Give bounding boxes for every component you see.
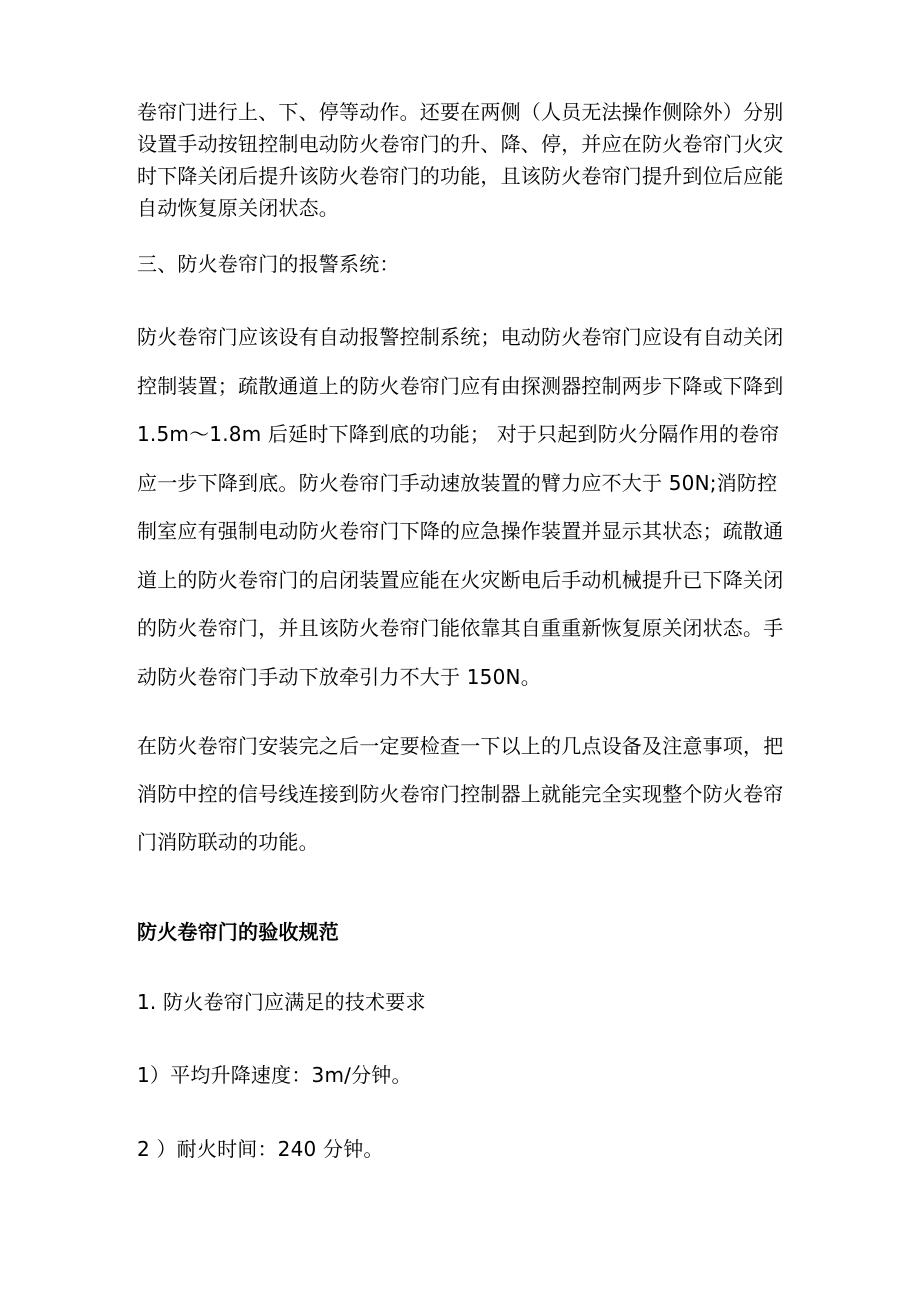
list-item-technical-requirements: 1. 防火卷帘门应满足的技术要求 <box>137 990 426 1014</box>
list-item-lifting-speed: 1）平均升降速度：3m∕分钟。 <box>137 1063 412 1087</box>
section-heading-alarm-system: 三、防火卷帘门的报警系统： <box>137 252 400 276</box>
acceptance-spec-title: 防火卷帘门的验收规范 <box>137 920 339 944</box>
paragraph-door-control: 卷帘门进行上、下、停等动作。还要在两侧（人员无法操作侧除外）分别设置手动按钮控制电动防火卷帘门的升、降、停，并应在防火卷帘门火灾时下降关闭后提升该防火卷帘门的功能，且该防火卷帘门提升到位后应能自动恢复原关闭状态。 <box>137 100 784 220</box>
paragraph-installation-check: 在防火卷帘门安装完之后一定要检查一下以上的几点设备及注意事项，把消防中控的信号线连接到防火卷帘门控制器上就能完全实现整个防火卷帘门消防联动的功能。 <box>137 734 784 854</box>
paragraph-alarm-system: 防火卷帘门应该设有自动报警控制系统；电动防火卷帘门应设有自动关闭控制装置；疏散通道上的防火卷帘门应有由探测器控制两步下降或下降到 1.5m～1.8m 后延时下降到底的功能； 对于只起到防火分隔作用的卷帘应一步下降到底。防火卷帘门手动速放装置的臂力应不大于 50N;消防控制室应有强制电动防火卷帘门下降的应急操作装置并显示其状态；疏散通道上的防火卷帘门的启闭装置应能在火灾断电后手动机械提升已下降关闭的防火卷帘门，并且该防火卷帘门能依靠其自重重新恢复原关闭状态。手动防火卷帘门手动下放牵引力不大于 150N。 <box>137 325 784 689</box>
list-item-fire-resistance: 2 ）耐火时间：240 分钟。 <box>137 1137 384 1161</box>
